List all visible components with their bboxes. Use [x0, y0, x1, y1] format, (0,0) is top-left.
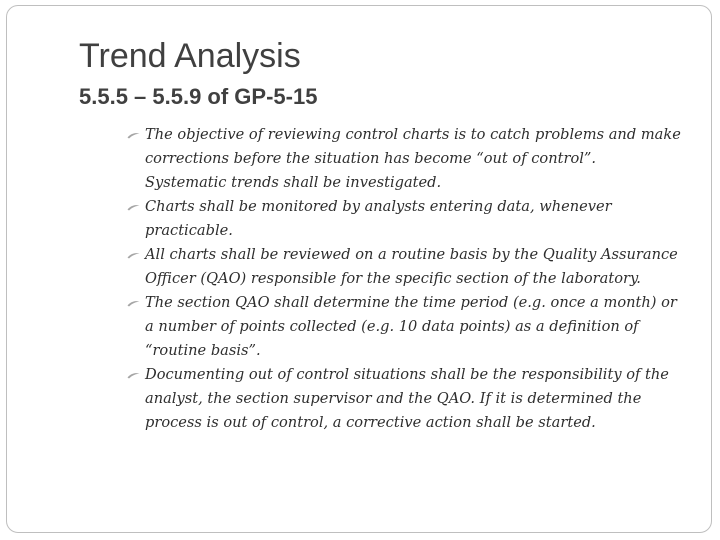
- slide: [6, 5, 712, 533]
- bullet-text: The objective of reviewing control charts is to catch problems and make corrections before the situation has become “out of control”. Systematic trends shall be investigated.: [145, 126, 681, 191]
- bullet-text: Charts shall be monitored by analysts entering data, whenever practicable.: [145, 198, 612, 239]
- bullet-item: [121, 123, 681, 195]
- swoosh-bullet-icon: [127, 204, 140, 211]
- swoosh-bullet-icon: [127, 252, 140, 259]
- slide-title: Trend Analysis: [79, 37, 301, 75]
- swoosh-bullet-icon: [127, 372, 140, 379]
- bullet-item: [121, 195, 681, 243]
- bullet-list: [121, 123, 681, 435]
- bullet-text: The section QAO shall determine the time period (e.g. once a month) or a number of points collected (e.g. 10 data points) as a definition of “routine basis”.: [145, 294, 677, 359]
- bullet-item: [121, 363, 681, 435]
- slide-subtitle: 5.5.5 – 5.5.9 of GP-5-15: [79, 84, 318, 109]
- bullet-item: [121, 243, 681, 291]
- bullet-text: All charts shall be reviewed on a routine basis by the Quality Assurance Officer (QAO) responsible for the specific section of the laboratory.: [145, 246, 678, 287]
- swoosh-bullet-icon: [127, 300, 140, 307]
- bullet-item: [121, 291, 681, 363]
- bullet-text: Documenting out of control situations shall be the responsibility of the analyst, the section supervisor and the QAO. If it is determined the process is out of control, a corrective action shall be started.: [145, 366, 669, 431]
- swoosh-bullet-icon: [127, 132, 140, 139]
